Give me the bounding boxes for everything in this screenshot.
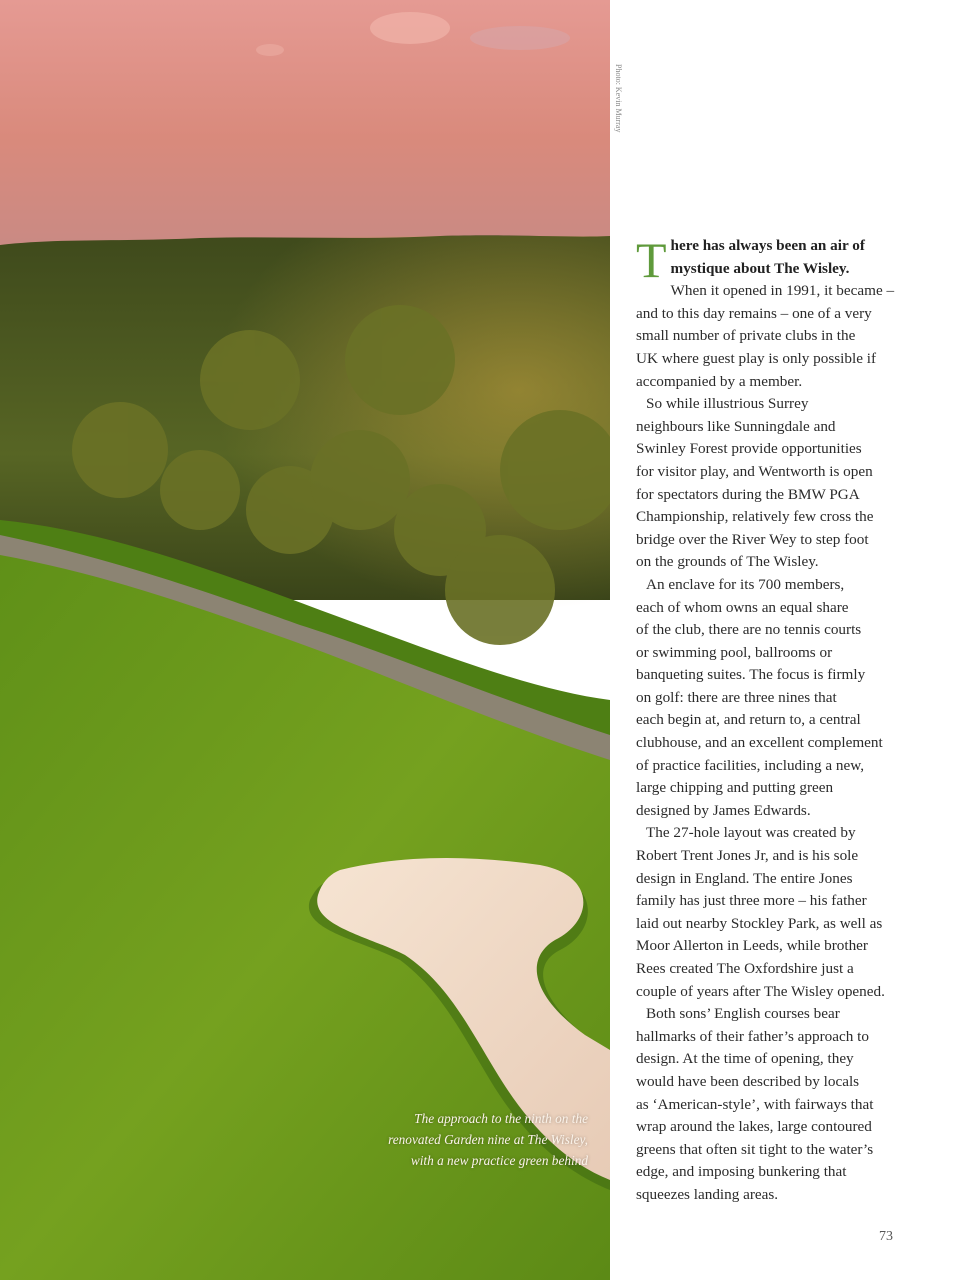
article-line: clubhouse, and an excellent complement	[636, 734, 883, 752]
drop-cap: T	[636, 232, 667, 288]
article-line: large chipping and putting green	[636, 779, 834, 797]
cloud	[256, 44, 284, 56]
article-paragraph	[636, 574, 936, 823]
article-line: couple of years after The Wisley opened.	[636, 982, 885, 1000]
article-line: Championship, relatively few cross the	[636, 508, 874, 526]
photo-credit-text: Photo: Kevin Murray	[614, 64, 623, 133]
article-paragraph	[636, 1003, 936, 1206]
article-line: bridge over the River Wey to step foot	[636, 530, 869, 548]
article-line: edge, and imposing bunkering that	[636, 1163, 847, 1181]
article-line: Both sons’ English courses bear	[646, 1005, 840, 1023]
article-line: would have been described by locals	[636, 1072, 860, 1090]
cloud	[470, 26, 570, 50]
article-line: on the grounds of The Wisley.	[636, 553, 819, 571]
article-line: accompanied by a member.	[636, 372, 803, 390]
lead-line: here has always been an air of	[670, 237, 865, 254]
article-line: or swimming pool, ballrooms or	[636, 643, 833, 661]
article-line: family has just three more – his father	[636, 892, 867, 910]
lead-paragraph	[636, 232, 936, 288]
article-line: of practice facilities, including a new,	[636, 756, 864, 774]
page-number: 73	[879, 1229, 893, 1244]
article-paragraphs	[636, 280, 936, 1206]
article-line: Robert Trent Jones Jr, and is his sole	[636, 847, 859, 865]
article-line: Moor Allerton in Leeds, while brother	[636, 937, 868, 955]
article-line: When it opened in 1991, it became –	[670, 282, 895, 300]
caption-line: with a new practice green behind	[410, 1153, 588, 1168]
article-line: small number of private clubs in the	[636, 327, 856, 345]
article-line: each begin at, and return to, a central	[636, 711, 861, 729]
caption-line: The approach to the ninth on the	[414, 1111, 588, 1126]
caption-line: renovated Garden nine at The Wisley,	[388, 1132, 588, 1147]
article-line: greens that often sit tight to the water’s	[636, 1140, 874, 1158]
article-line: design in England. The entire Jones	[636, 869, 853, 887]
article-line: designed by James Edwards.	[636, 801, 811, 819]
article-line: for spectators during the BMW PGA	[636, 485, 860, 503]
photo-caption	[330, 1108, 588, 1171]
photo-credit	[614, 64, 626, 164]
article-line: wrap around the lakes, large contoured	[636, 1118, 872, 1136]
article-line: Swinley Forest provide opportunities	[636, 440, 862, 458]
article-paragraph	[636, 393, 936, 574]
article-line: neighbours like Sunningdale and	[636, 417, 836, 435]
article-line: of the club, there are no tennis courts	[636, 621, 862, 639]
article-line: each of whom owns an equal share	[636, 598, 849, 616]
article-paragraph	[636, 280, 936, 393]
article-paragraph	[636, 822, 936, 1003]
article-line: An enclave for its 700 members,	[646, 575, 845, 593]
article-line: for visitor play, and Wentworth is open	[636, 462, 873, 480]
article-line: squeezes landing areas.	[636, 1185, 779, 1203]
cloud	[370, 12, 450, 44]
article-line: and to this day remains – one of a very	[636, 304, 872, 322]
article-line: hallmarks of their father’s approach to	[636, 1027, 869, 1045]
article-line: on golf: there are three nines that	[636, 688, 837, 706]
article-line: UK where guest play is only possible if	[636, 349, 877, 367]
article-line: as ‘American-style’, with fairways that	[636, 1095, 874, 1113]
article-line: laid out nearby Stockley Park, as well as	[636, 914, 883, 932]
article-line: banqueting suites. The focus is firmly	[636, 666, 866, 684]
article-line: So while illustrious Surrey	[646, 395, 809, 413]
article-line: design. At the time of opening, they	[636, 1050, 854, 1068]
article-line: The 27-hole layout was created by	[646, 824, 856, 842]
article-line: Rees created The Oxfordshire just a	[636, 960, 854, 977]
article-body	[636, 232, 936, 1207]
lead-line: mystique about The Wisley.	[670, 259, 850, 277]
